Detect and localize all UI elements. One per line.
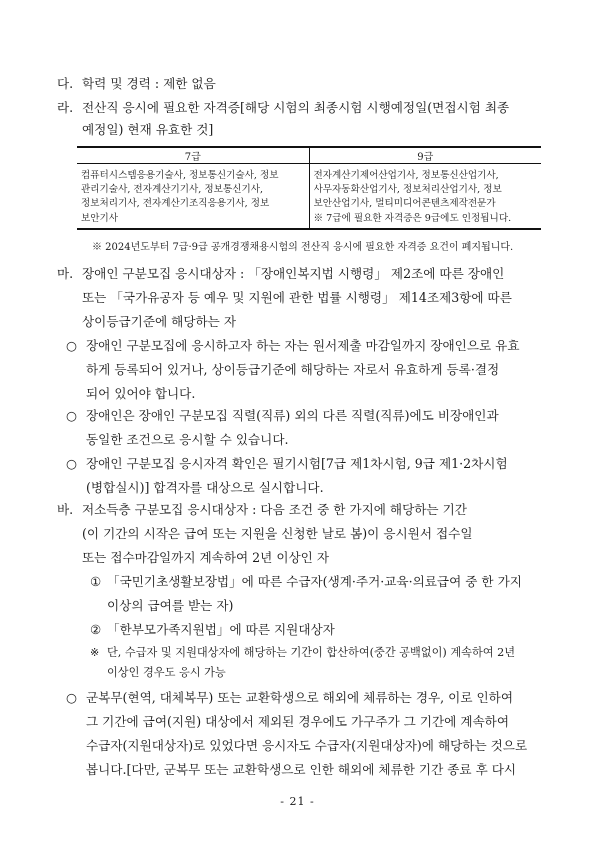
grade9-certificate-line: 보안산업기사, 멀티미디어콘텐츠제작전문가 [313,198,496,210]
item-label-ma: 마. [57,266,74,281]
table-row [77,164,541,229]
sub-item-text-line: 「국민기초생활보장법」에 따른 수급자(생계·주거·교육·의료급여 중 한 가지 [107,574,522,589]
certificate-table [77,146,541,230]
grade9-certificate-line: 전자계산기제어산업기사, 정보통신산업기사, [313,170,499,181]
bullet-text-line: 하게 등록되어 있거나, 상이등급기준에 해당하는 자로서 유효하게 등록·결정 [86,362,500,377]
certificate-requirement-line: 예정일) 현재 유효한 것] [82,122,214,137]
bullet-marker: ○ [66,690,77,705]
grade9-certificate-line: 사무자동화산업기사, 정보처리산업기사, 정보 [313,184,502,196]
grade7-certificate-line: 보안기사 [81,212,119,224]
certificate-requirement-line: 전산직 응시에 필요한 자격증[해당 시험의 최종시험 시행예정일(면접시험 최종 [82,100,510,115]
table-header-row [77,147,541,164]
note-marker: ※ [90,646,100,659]
low-income-applicant-line: 저소득층 구분모집 응시대상자 : 다음 조건 중 한 가지에 해당하는 기간 [82,502,467,517]
sub-item-text-line: 「한부모가족지원법」에 따른 지원대상자 [107,622,335,637]
low-income-applicant-line: 또는 접수마감일까지 계속하여 2년 이상인 자 [82,550,330,565]
grade9-certificates-cell [309,164,541,229]
bullet-text-line: 장애인 구분모집에 응시하고자 하는 자는 원서제출 마감일까지 장애인으로 유효 [86,338,520,353]
item-label-da: 다. [57,76,74,91]
bullet-marker: ○ [66,408,77,423]
item-label-ra: 라. [57,100,74,115]
note-2024-abolition: ※ 2024년도부터 7급·9급 공개경쟁채용시험의 전산직 응시에 필요한 자격증 요건이 폐지됩니다. [92,242,514,253]
grade7-certificate-line: 정보처리기사, 전자계산기조직응용기사, 정보 [81,198,270,210]
table-header-grade9: 9급 [309,147,541,164]
grade7-certificate-line: 관리기술사, 전자계산기기사, 정보통신기사, [81,184,264,196]
bullet-text-line: 동일한 조건으로 응시할 수 있습니다. [86,432,289,447]
low-income-applicant-line: (이 기간의 시작은 급여 또는 지원을 신청한 날로 봄)이 응시원서 접수일 [82,526,473,541]
sub-item-marker: ① [90,574,102,589]
bullet-text-line: 그 기간에 급여(지원) 대상에서 제외된 경우에도 가구주가 그 기간에 계속하여 [86,714,509,729]
page-number: - 21 - [280,795,315,808]
grade9-certificate-note: ※ 7급에 필요한 자격증은 9급에도 인정됩니다. [313,212,512,224]
bullet-marker: ○ [66,338,77,353]
bullet-text-line: 장애인 구분모집 응시자격 확인은 필기시험[7급 제1차시험, 9급 제1·2차시험 [86,456,508,471]
item-label-ba: 바. [57,502,74,517]
note-text-line: 이상인 경우도 응시 가능 [107,666,226,679]
bullet-text-line: 군복무(현역, 대체복무) 또는 교환학생으로 해외에 체류하는 경우, 이로 인하여 [86,690,513,705]
note-text-line: 단, 수급자 및 지원대상자에 해당하는 기간이 합산하여(중간 공백없이) 계속하여 2년 [107,646,516,659]
disabled-applicant-line: 상이등급기준에 해당하는 자 [82,314,236,329]
bullet-text-line: 장애인은 장애인 구분모집 직렬(직류) 외의 다른 직렬(직류)에도 비장애인과 [86,408,499,423]
bullet-text-line: 수급자(지원대상자)로 있었다면 응시자도 수급자(지원대상자)에 해당하는 것으로 [86,738,528,753]
bullet-text-line: 봅니다.[다만, 군복무 또는 교환학생으로 인한 해외에 체류한 기간 종료 후 다시 [86,762,517,777]
disabled-applicant-line: 또는 「국가유공자 등 예우 및 지원에 관한 법률 시행령」 제14조제3항에 따른 [82,290,512,305]
grade7-certificates-cell [77,164,309,229]
bullet-text-line: 되어 있어야 합니다. [86,386,196,401]
table-header-grade7: 7급 [77,147,309,164]
grade7-certificate-line: 컴퓨터시스템응용기술사, 정보통신기술사, 정보 [81,170,279,181]
sub-item-marker: ② [90,622,102,637]
education-requirement: 학력 및 경력 : 제한 없음 [82,76,216,91]
bullet-marker: ○ [66,456,77,471]
bullet-text-line: (병합실시)] 합격자를 대상으로 실시합니다. [86,480,324,495]
sub-item-text-line: 이상의 급여를 받는 자) [107,598,234,613]
disabled-applicant-line: 장애인 구분모집 응시대상자 : 「장애인복지법 시행령」 제2조에 따른 장애인 [82,266,505,281]
